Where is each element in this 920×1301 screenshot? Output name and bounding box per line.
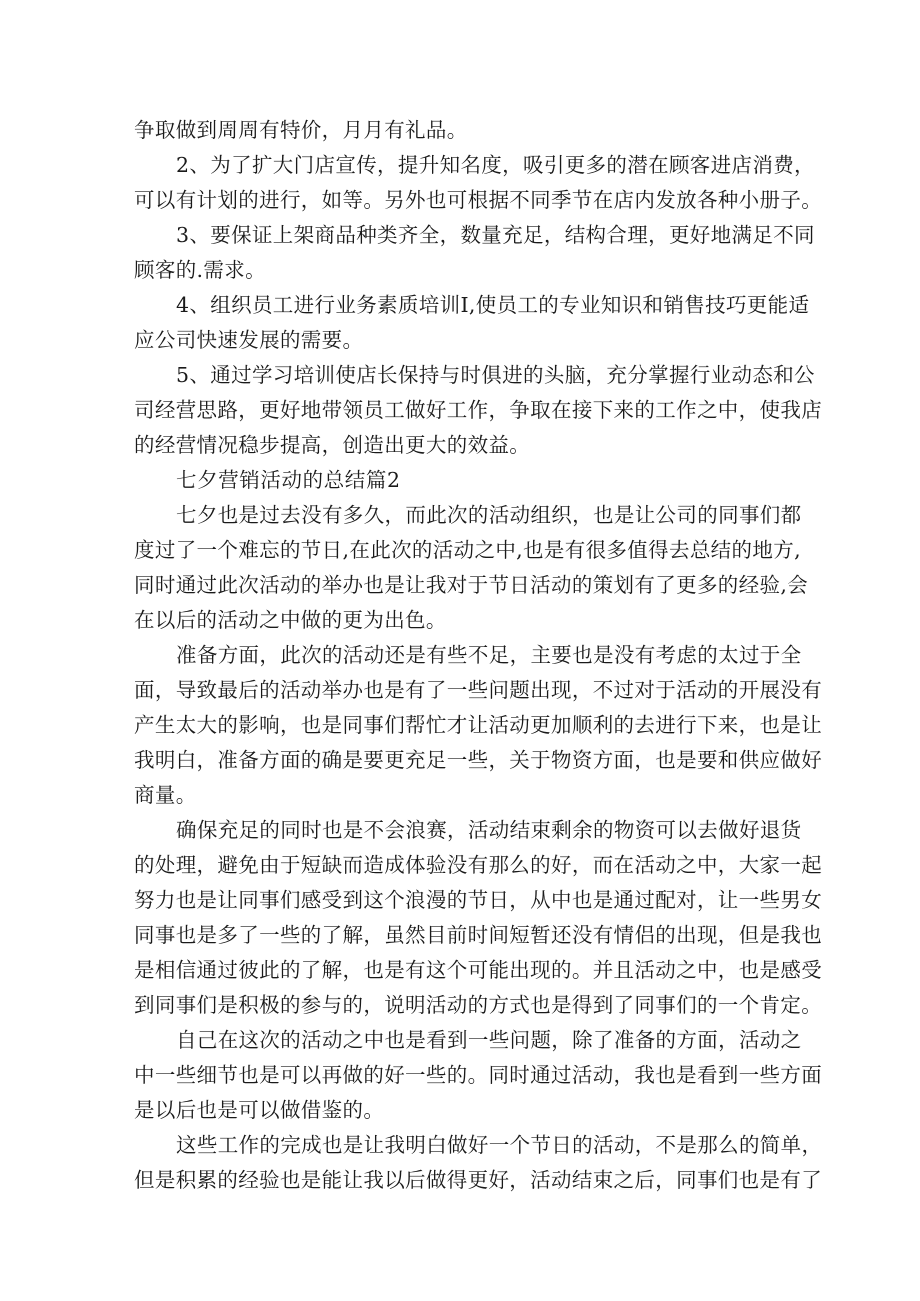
text-line: 面，导致最后的活动举办也是有了一些问题出现，不过对于活动的开展没有 bbox=[134, 678, 823, 702]
text-line: 确保充足的同时也是不会浪赛，活动结束剩余的物资可以去做好退货 bbox=[176, 818, 802, 842]
text-line: 商量。 bbox=[134, 783, 197, 807]
text-line: 我明白，准备方面的确是要更充足一些，关于物资方面，也是要和供应做好 bbox=[134, 748, 823, 772]
text-line: 顾客的.需求。 bbox=[134, 258, 266, 282]
text-line: 是以后也是可以做借鉴的。 bbox=[134, 1098, 385, 1122]
text-line: 到同事们是积极的参与的，说明活动的方式也是得到了同事们的一个肯定。 bbox=[134, 993, 823, 1017]
text-line: 2、为了扩大门店宣传，提升知名度，吸引更多的潜在顾客进店消费， bbox=[176, 153, 815, 177]
text-line: 4、组织员工进行业务素质培训I,使员工的专业知识和销售技巧更能适 bbox=[176, 293, 810, 317]
text-line: 努力也是让同事们感受到这个浪漫的节日，从中也是通过配对，让一些男女 bbox=[134, 888, 823, 912]
text-line: 度过了一个难忘的节日,在此次的活动之中,也是有很多值得去总结的地方, bbox=[134, 538, 801, 562]
text-line: 这些工作的完成也是让我明白做好一个节日的活动，不是那么的简单， bbox=[176, 1133, 823, 1157]
text-line: 是相信通过彼此的了解，也是有这个可能出现的。并且活动之中，也是感受 bbox=[134, 958, 823, 982]
text-line: 准备方面，此次的活动还是有些不足，主要也是没有考虑的太过于全 bbox=[176, 643, 802, 667]
text-line: 争取做到周周有特价，月月有礼品。 bbox=[134, 118, 468, 142]
text-line: 中一些细节也是可以再做的好一些的。同时通过活动，我也是看到一些方面 bbox=[134, 1063, 823, 1087]
text-line: 应公司快速发展的需要。 bbox=[134, 328, 364, 352]
text-line: 自己在这次的活动之中也是看到一些问题，除了准备的方面，活动之 bbox=[176, 1028, 802, 1052]
text-line: 可以有计划的进行，如等。另外也可根据不同季节在店内发放各种小册子。 bbox=[134, 188, 823, 212]
text-line: 在以后的活动之中做的更为出色。 bbox=[134, 608, 447, 632]
section-heading: 七夕营销活动的总结篇2 bbox=[176, 468, 401, 492]
text-line: 同时通过此次活动的举办也是让我对于节日活动的策划有了更多的经验,会 bbox=[134, 573, 809, 597]
text-line: 产生太大的影响，也是同事们帮忙才让活动更加顺利的去进行下来，也是让 bbox=[134, 713, 823, 737]
text-line: 同事也是多了一些的了解，虽然目前时间短暂还没有情侣的出现，但是我也 bbox=[134, 923, 823, 947]
text-line: 的经营情况稳步提高，创造出更大的效益。 bbox=[134, 433, 531, 457]
text-line: 3、要保证上架商品种类齐全，数量充足，结构合理，更好地满足不同 bbox=[176, 223, 815, 247]
text-line: 的处理，避免由于短缺而造成体验没有那么的好，而在活动之中，大家一起 bbox=[134, 853, 823, 877]
text-line: 但是积累的经验也是能让我以后做得更好，活动结束之后，同事们也是有了 bbox=[134, 1168, 823, 1192]
text-line: 司经营思路，更好地带领员工做好工作，争取在接下来的工作之中，使我店 bbox=[134, 398, 823, 422]
text-line: 七夕也是过去没有多久，而此次的活动组织，也是让公司的同事们都 bbox=[176, 503, 802, 527]
text-line: 5、通过学习培训使店长保持与时俱进的头脑，充分掌握行业动态和公 bbox=[176, 363, 815, 387]
